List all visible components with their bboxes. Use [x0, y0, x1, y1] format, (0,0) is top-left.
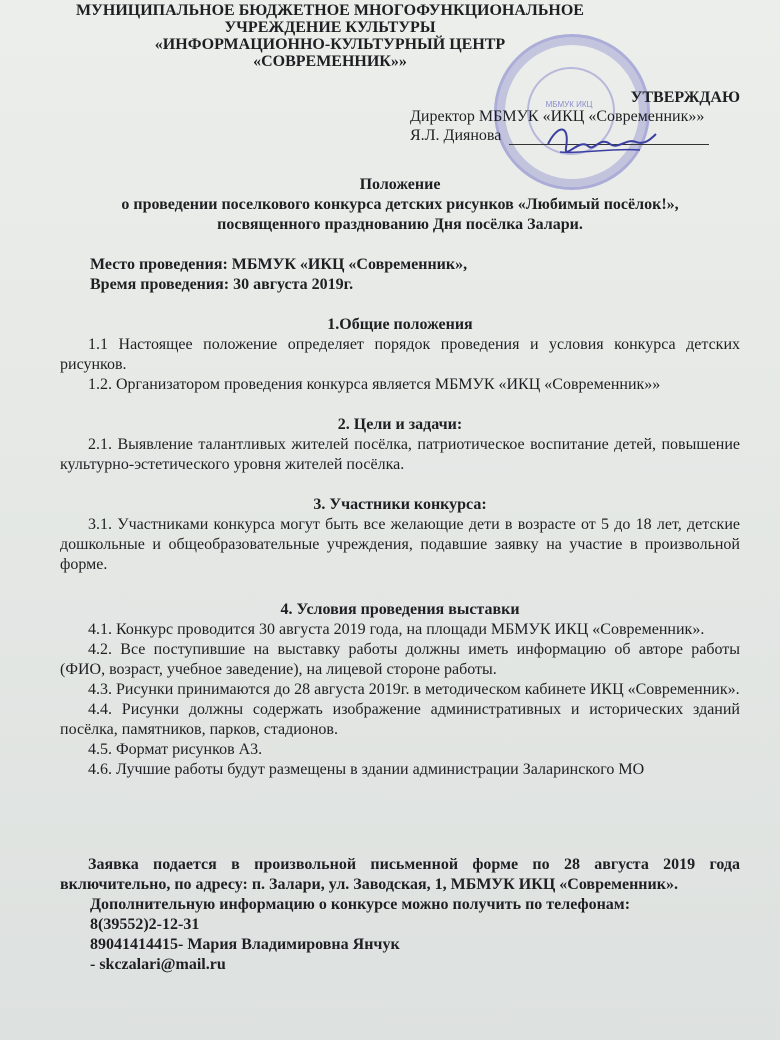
footer-block: [60, 855, 740, 975]
organization-header: [0, 2, 780, 70]
phone-line: 89041414415- Мария Владимировна Янчук: [90, 936, 400, 953]
doc-subtitle: посвященного празднованию Дня посёлка Залари.: [217, 216, 583, 233]
section-4: [60, 600, 740, 780]
section-3: [60, 495, 740, 575]
org-line: МУНИЦИПАЛЬНОЕ БЮДЖЕТНОЕ МНОГОФУНКЦИОНАЛЬНОЕ: [76, 2, 584, 19]
place-time-block: [60, 255, 740, 295]
section-title: 2. Цели и задачи:: [337, 416, 463, 433]
paragraph: 4.1. Конкурс проводится 30 августа 2019 года, на площади МБМУК ИКЦ «Современник».: [88, 621, 705, 638]
approval-title: УТВЕРЖДАЮ: [630, 89, 740, 106]
stamp-text: МБМУК ИКЦ: [545, 100, 593, 109]
paragraph: 4.2. Все поступившие на выставку работы должны иметь информацию об авторе работы (ФИО, возраст, учебное заведение), на лицевой стороне работы.: [60, 641, 740, 678]
doc-subtitle: о проведении поселкового конкурса детских рисунков «Любимый посёлок!»,: [121, 196, 679, 213]
paragraph: 4.3. Рисунки принимаются до 28 августа 2019г. в методическом кабинете ИКЦ «Современник».: [88, 681, 740, 698]
doc-title: Положение: [359, 176, 441, 193]
document-title-block: [60, 175, 740, 235]
info-line: Дополнительную информацию о конкурсе можно получить по телефонам:: [90, 896, 631, 913]
time-line: Время проведения: 30 августа 2019г.: [90, 276, 354, 293]
approval-director: Директор МБМУК «ИКЦ «Современник»»: [410, 108, 705, 125]
paragraph: 1.2. Организатором проведения конкурса является МБМУК «ИКЦ «Современник»»: [88, 376, 661, 393]
paragraph: 1.1 Настоящее положение определяет порядок проведения и условия конкурса детских рисунков.: [60, 336, 740, 373]
approval-name: Я.Л. Диянова: [410, 127, 502, 144]
section-title: 1.Общие положения: [327, 316, 473, 333]
email-line: - skczalari@mail.ru: [90, 956, 226, 973]
application-text: Заявка подается в произвольной письменной форме по 28 августа 2019 года включительно, по адресу: п. Залари, ул. Заводская, 1, МБМУК ИКЦ «Современник».: [60, 856, 740, 893]
org-line: «СОВРЕМЕННИК»»: [253, 53, 407, 70]
org-line: УЧРЕЖДЕНИЕ КУЛЬТУРЫ: [224, 19, 436, 36]
section-2: [60, 415, 740, 475]
handwritten-signature: [540, 118, 660, 168]
paragraph: 4.6. Лучшие работы будут размещены в здании администрации Заларинского МО: [88, 761, 645, 778]
place-line: Место проведения: МБМУК «ИКЦ «Современник»,: [90, 256, 468, 273]
section-title: 3. Участники конкурса:: [313, 496, 487, 513]
paragraph: 4.5. Формат рисунков А3.: [88, 741, 263, 758]
section-1: [60, 315, 740, 395]
org-line: «ИНФОРМАЦИОННО-КУЛЬТУРНЫЙ ЦЕНТР: [154, 36, 506, 53]
paragraph: 3.1. Участниками конкурса могут быть все желающие дети в возрасте от 5 до 18 лет, детские дошкольные и общеобразовательные учреждения, подавшие заявку на участие в произвольной форме.: [60, 516, 740, 573]
section-title: 4. Условия проведения выставки: [280, 601, 520, 618]
paragraph: 2.1. Выявление талантливых жителей посёлка, патриотическое воспитание детей, повышение культурно-эстетического уровня жителей посёлка.: [60, 436, 740, 473]
paragraph: 4.4. Рисунки должны содержать изображение административных и исторических зданий посёлка, памятников, парков, стадионов.: [60, 701, 740, 738]
phone-line: 8(39552)2-12-31: [90, 916, 200, 933]
